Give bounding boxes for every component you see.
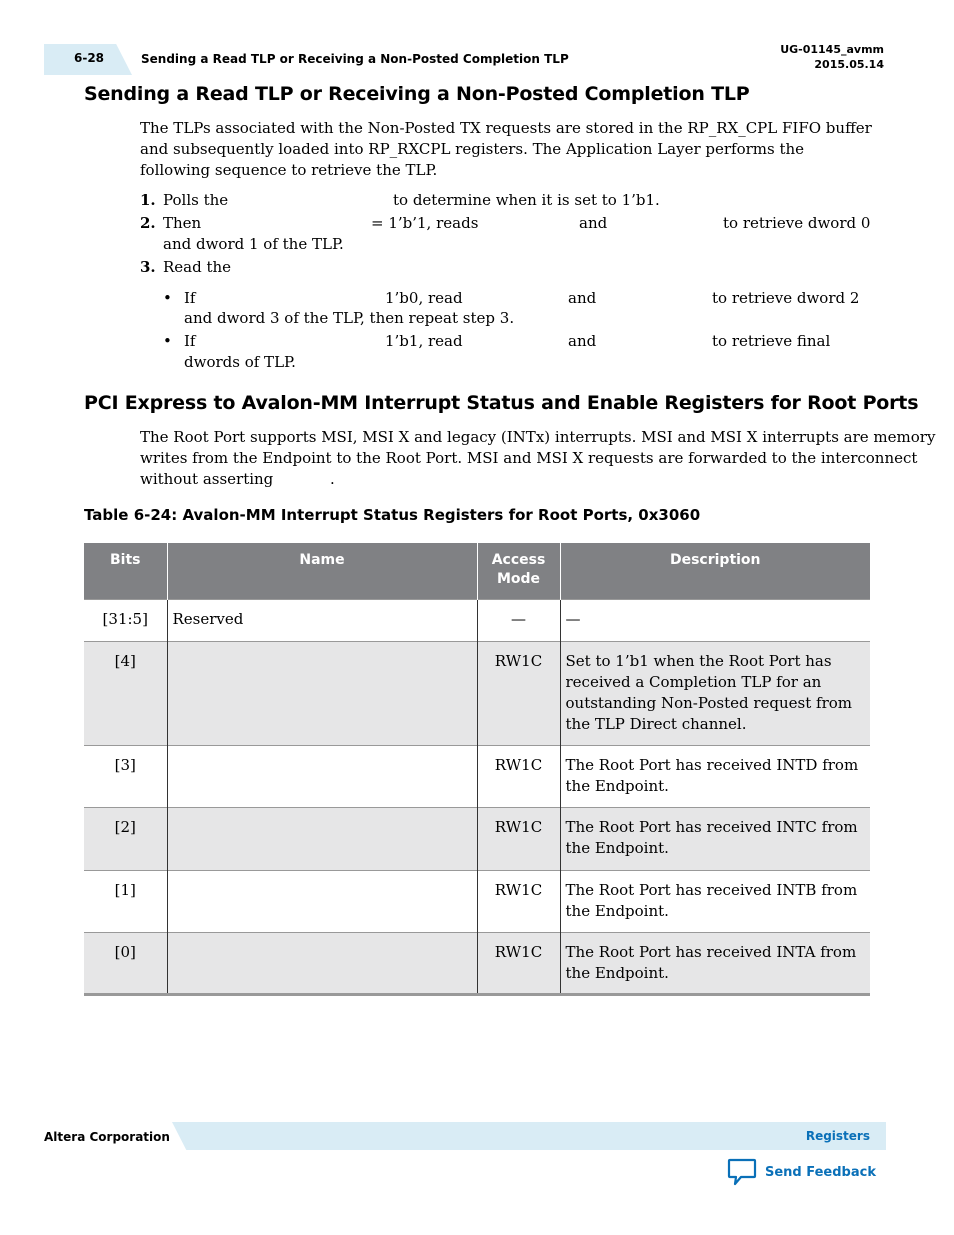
step-text: to determine when it is set to 1’b1. [393, 191, 660, 209]
table-header-row [84, 543, 870, 600]
cell-name: Reserved [167, 600, 477, 642]
bullet-text: and dword 3 of the TLP, then repeat step 3. [184, 309, 515, 327]
bullet-text: If [184, 332, 196, 350]
doc-info [780, 42, 884, 72]
cell-bits: [31:5] [84, 600, 167, 642]
step-text: Read the [163, 258, 232, 276]
table-row [84, 808, 870, 871]
cell-name [167, 808, 477, 871]
company-name: Altera Corporation [44, 1130, 170, 1144]
cell-description: The Root Port has received INTC from the Endpoint. [560, 808, 870, 871]
step-text: Then [163, 214, 202, 232]
bullet-text: dwords of TLP. [184, 353, 296, 371]
feedback-bubble-icon [727, 1158, 757, 1186]
cell-description: The Root Port has received INTD from the Endpoint. [560, 746, 870, 808]
step-number: 1. [140, 191, 156, 209]
column-header-name: Name [167, 543, 477, 600]
cell-description: The Root Port has received INTA from the Endpoint. [560, 933, 870, 995]
send-feedback-link[interactable] [727, 1158, 876, 1186]
cell-access: RW1C [477, 808, 560, 871]
section-paragraph: writes from the Endpoint to the Root Port. MSI and MSI X requests are forwarded to the interconnect [140, 449, 918, 467]
step-text: = 1’b’1, reads [371, 214, 479, 232]
cell-name [167, 871, 477, 933]
cell-description: The Root Port has received INTB from the Endpoint. [560, 871, 870, 933]
table-row [84, 871, 870, 933]
cell-access: RW1C [477, 642, 560, 746]
bullet-icon: • [163, 332, 172, 350]
step-text: Polls the [163, 191, 229, 209]
doc-id: UG-01145_avmm [780, 43, 884, 56]
cell-access: RW1C [477, 746, 560, 808]
cell-access: RW1C [477, 871, 560, 933]
cell-name [167, 933, 477, 995]
section-paragraph: without asserting [140, 470, 274, 488]
cell-description: — [560, 600, 870, 642]
table-row [84, 600, 870, 642]
table-row [84, 642, 870, 746]
step-text: and [579, 214, 608, 232]
running-title: Sending a Read TLP or Receiving a Non-Posted Completion TLP [141, 52, 569, 66]
cell-bits: [0] [84, 933, 167, 995]
column-header-bits: Bits [84, 543, 167, 600]
cell-bits: [3] [84, 746, 167, 808]
table-row [84, 933, 870, 995]
cell-access: RW1C [477, 933, 560, 995]
step-number: 3. [140, 258, 156, 276]
bullet-icon: • [163, 289, 172, 307]
section-title: PCI Express to Avalon-MM Interrupt Status and Enable Registers for Root Ports [84, 392, 919, 414]
cell-bits: [2] [84, 808, 167, 871]
bullet-text: If [184, 289, 196, 307]
section-paragraph: . [330, 470, 335, 488]
step-text: to retrieve dword 0 [723, 214, 871, 232]
cell-description: Set to 1’b1 when the Root Port has received a Completion TLP for an outstanding Non-Posted request from the TLP Direct channel. [560, 642, 870, 746]
section-intro: The TLPs associated with the Non-Posted TX requests are stored in the RP_RX_CPL FIFO buffer and subsequently loaded into RP_RXCPL registers. The Application Layer performs the following sequence to retrieve the TLP. [140, 119, 872, 179]
doc-date: 2015.05.14 [814, 58, 884, 71]
bullet-text: to retrieve final [712, 332, 831, 350]
step-number: 2. [140, 214, 156, 232]
bullet-text: 1’b0, read [385, 289, 463, 307]
section-title: Sending a Read TLP or Receiving a Non-Posted Completion TLP [84, 83, 750, 105]
bullet-text: and [568, 332, 597, 350]
column-header-description: Description [560, 543, 870, 600]
send-feedback-label[interactable]: Send Feedback [765, 1164, 876, 1180]
register-table [84, 543, 870, 996]
table-caption: Table 6-24: Avalon-MM Interrupt Status Registers for Root Ports, 0x3060 [84, 506, 701, 524]
column-header-access: Access Mode [477, 543, 560, 600]
section-link[interactable]: Registers [805, 1129, 870, 1143]
cell-bits: [4] [84, 642, 167, 746]
bullet-text: 1’b1, read [385, 332, 463, 350]
bullet-text: and [568, 289, 597, 307]
cell-bits: [1] [84, 871, 167, 933]
step-text: and dword 1 of the TLP. [163, 235, 344, 253]
page-number: 6-28 [74, 51, 105, 65]
bullet-text: to retrieve dword 2 [712, 289, 860, 307]
cell-access: — [477, 600, 560, 642]
table-row [84, 746, 870, 808]
section-paragraph: The Root Port supports MSI, MSI X and legacy (INTx) interrupts. MSI and MSI X interrupts are memory [140, 428, 936, 446]
cell-name [167, 746, 477, 808]
footer-band [172, 1122, 886, 1150]
cell-name [167, 642, 477, 746]
